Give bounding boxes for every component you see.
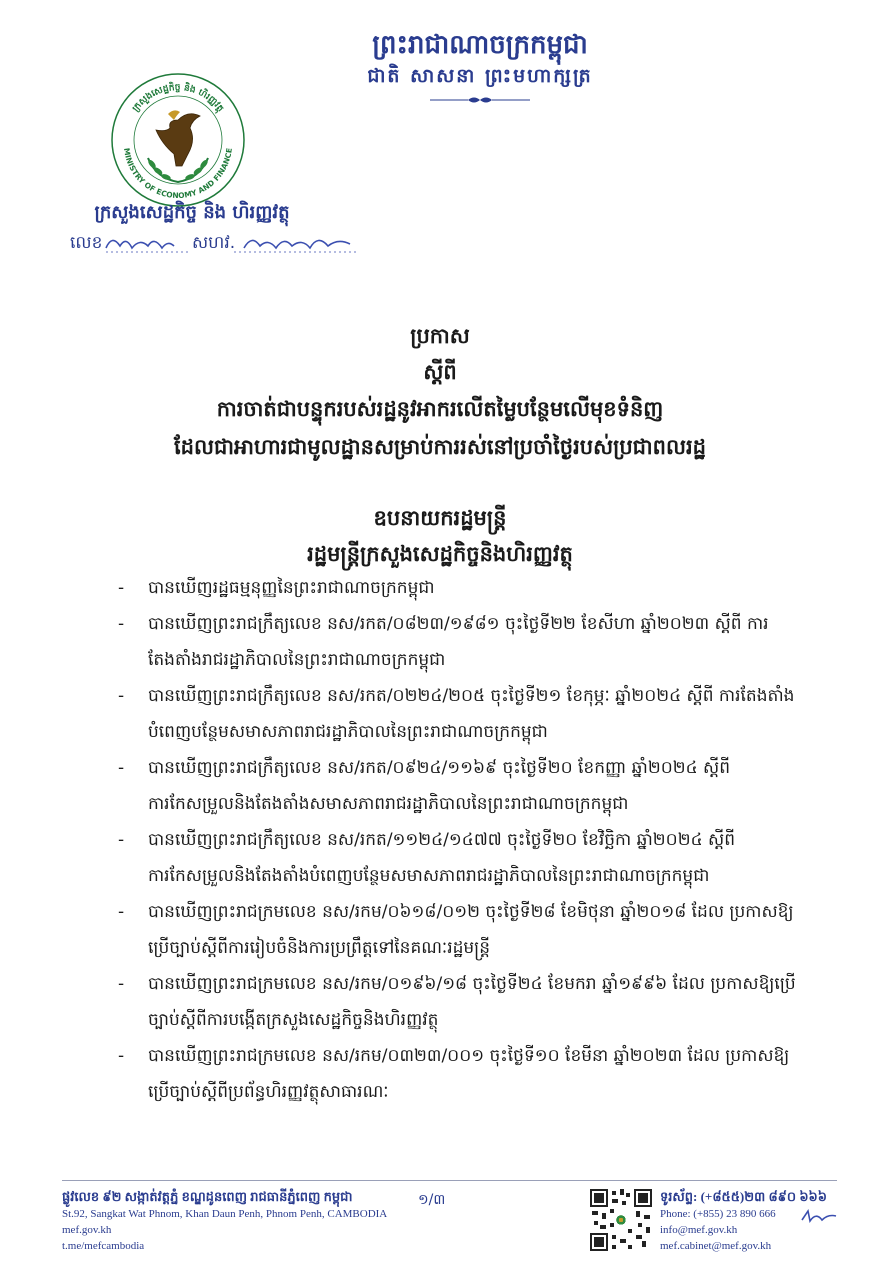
authority-title-2: រដ្ឋមន្ត្រីក្រសួងសេដ្ឋកិច្ចនិងហិរញ្ញវត្ថុ: [307, 542, 573, 566]
reference-number-line: [62, 228, 362, 258]
reference-label-org: សហវ.: [192, 233, 236, 253]
footer-address: [62, 1188, 392, 1254]
kingdom-name: ព្រះរាជាណាចក្រកម្ពុជា: [372, 30, 588, 60]
address-kh: ផ្លូវលេខ ៩២ សង្កាត់វត្តភ្នំ ខណ្ឌដូនពេញ រាជធានីភ្នំពេញ កម្ពុជា: [62, 1189, 353, 1204]
phone-kh: ទូរស័ព្ទ: (+៨៥៥)២៣ ៨៩០ ៦៦៦: [660, 1189, 827, 1204]
citation-item: - បានឃើញរដ្ឋធម្មនុញ្ញនៃព្រះរាជាណាចក្រកម្ពុជា: [118, 578, 435, 598]
citation-item: - បានឃើញព្រះរាជក្រមលេខ នស/រកម/០៣២៣/០០១ ចុះថ្ងៃទី១០ ខែមីនា ឆ្នាំ២០២៣ ដែល ប្រកាសឱ្យប្រើច្បាប់ស្ដីពីប្រព័ន្ធហិរញ្ញវត្ថុសាធារណៈ: [118, 1046, 790, 1102]
seal-ring-text: MINISTRY OF ECONOMY AND FINANCE: [122, 147, 234, 201]
kingdom-header: [300, 28, 660, 109]
email-info-link[interactable]: info@mef.gov.kh: [660, 1224, 738, 1236]
issuing-authority: [90, 500, 790, 572]
reference-label-no: លេខ: [70, 233, 103, 253]
footer-divider: [62, 1180, 837, 1181]
citation-item: - បានឃើញព្រះរាជក្រឹត្យលេខ នស/រកត/០៩២៤/១១៦៩ ចុះថ្ងៃទី២០ ខែកញ្ញា ឆ្នាំ២០២៤ ស្ដីពី ការកែសម្រួលនិងតែងតាំងសមាសភាពរាជរដ្ឋាភិបាលនៃព្រះរាជាណាចក្រកម្ពុជា: [118, 758, 731, 814]
handwritten-initial-icon: [800, 1208, 840, 1224]
page-number: ១/៣: [418, 1192, 446, 1208]
national-motto: ជាតិ សាសនា ព្រះមហាក្សត្រ: [367, 65, 593, 87]
citation-item: - បានឃើញព្រះរាជក្រមលេខ នស/រកម/០១៩៦/១៨ ចុះថ្ងៃទី២៤ ខែមករា ឆ្នាំ១៩៩៦ ដែល ប្រកាសឱ្យប្រើច្បាប់ស្ដីពីការបង្កើតក្រសួងសេដ្ឋកិច្ចនិងហិរញ្ញវត្ថុ: [118, 974, 796, 1030]
email-cabinet-link[interactable]: mef.cabinet@mef.gov.kh: [660, 1240, 772, 1252]
authority-title-1: ឧបនាយករដ្ឋមន្ត្រី: [373, 506, 507, 530]
phone-en[interactable]: Phone: (+855) 23 890 666: [660, 1208, 776, 1220]
citation-item: - បានឃើញព្រះរាជក្រមលេខ នស/រកម/០៦១៨/០១២ ចុះថ្ងៃទី២៨ ខែមិថុនា ឆ្នាំ២០១៨ ដែល ប្រកាសឱ្យប្រើច្បាប់ស្ដីពីការរៀបចំនិងការប្រព្រឹត្តទៅនៃគណៈរដ្ឋមន្ត្រី: [118, 902, 794, 958]
citation-item: - បានឃើញព្រះរាជក្រឹត្យលេខ នស/រកត/០២២៤/២០៥ ចុះថ្ងៃទី២១ ខែកុម្ភៈ ឆ្នាំ២០២៤ ស្ដីពី ការតែងតាំងបំពេញបន្ថែមសមាសភាពរាជរដ្ឋាភិបាលនៃព្រះរាជាណាចក្រកម្ពុជា: [118, 686, 795, 742]
document-type: ប្រកាស: [410, 324, 470, 348]
address-en: St.92, Sangkat Wat Phnom, Khan Daun Penh, Phnom Penh, CAMBODIA: [62, 1208, 388, 1220]
ministry-name: ក្រសួងសេដ្ឋកិច្ច និង ហិរញ្ញវត្ថុ: [94, 202, 290, 223]
citation-item: - បានឃើញព្រះរាជក្រឹត្យលេខ នស/រកត/០៨២៣/១៩៨១ ចុះថ្ងៃទី២២ ខែសីហា ឆ្នាំ២០២៣ ស្ដីពី ការតែងតាំងរាជរដ្ឋាភិបាលនៃព្រះរាជាណាចក្រកម្ពុជា: [118, 614, 769, 670]
document-title-block: [90, 318, 790, 466]
ministry-seal-icon: [108, 70, 248, 210]
ornament-divider-icon: [430, 95, 530, 105]
document-subject-line-1: ការចាត់ជាបន្ទុករបស់រដ្ឋនូវអាករលើតម្លៃបន្ថែមលើមុខទំនិញ: [216, 397, 664, 421]
svg-text:ក្រសួងសេដ្ឋកិច្ច និង ហិរញ្ញវត្: [131, 81, 225, 115]
document-about: ស្ដីពី: [423, 360, 457, 384]
handwritten-reference-icon: [62, 228, 362, 258]
document-subject-line-2: ដែលជាអាហារជាមូលដ្ឋានសម្រាប់ការរស់នៅប្រចាំថ្ងៃរបស់ប្រជាពលរដ្ឋ: [174, 435, 706, 459]
citations-list: [118, 570, 808, 1110]
telegram-link[interactable]: t.me/mefcambodia: [62, 1240, 145, 1252]
citation-item: - បានឃើញព្រះរាជក្រឹត្យលេខ នស/រកត/១១២៤/១៤៧៧ ចុះថ្ងៃទី២០ ខែវិច្ឆិកា ឆ្នាំ២០២៤ ស្ដីពី ការកែសម្រួលនិងតែងតាំងបំពេញបន្ថែមសមាសភាពរាជរដ្ឋាភិបាលនៃព្រះរាជាណាចក្រកម្ពុជា: [118, 830, 735, 886]
qr-code-icon: [588, 1187, 654, 1253]
seal-ring-text-kh: ក្រសួងសេដ្ឋកិច្ច និង ហិរញ្ញវត្ថុ: [130, 82, 226, 114]
website-link[interactable]: mef.gov.kh: [62, 1224, 112, 1236]
